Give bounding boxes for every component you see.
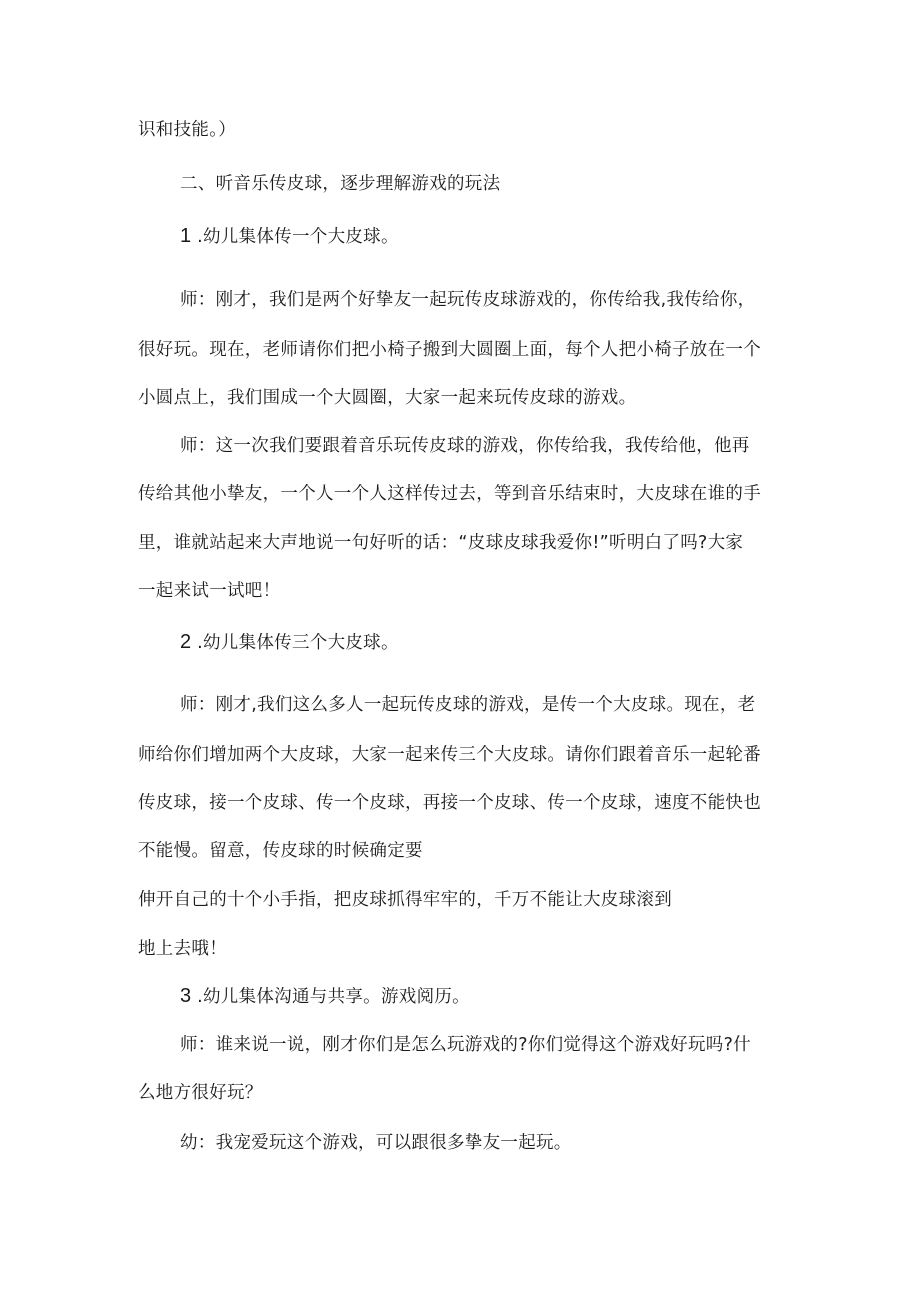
text-line: 里，谁就站起来大声地说一句好听的话：“皮球皮球我爱你!”听明白了吗?大家 [138, 533, 744, 553]
text-line: 幼：我宠爱玩这个游戏，可以跟很多挚友一起玩。 [180, 1133, 572, 1153]
text-line: 传给其他小挚友，一个人一个人这样传过去，等到音乐结束时，大皮球在谁的手 [138, 484, 761, 504]
numbered-heading-2 [180, 630, 399, 655]
text-line: 师：刚才,我们这么多人一起玩传皮球的游戏，是传一个大皮球。现在，老 [180, 695, 756, 715]
text-line: 师给你们增加两个大皮球，大家一起来传三个大皮球。请你们跟着音乐一起轮番 [138, 745, 761, 765]
text-line: 小圆点上，我们围成一个大圆圈，大家一起来玩传皮球的游戏。 [138, 388, 637, 408]
text-line: 传皮球，接一个皮球、传一个皮球，再接一个皮球、传一个皮球，速度不能快也 [138, 793, 761, 813]
text-line: 识和技能。） [138, 120, 237, 140]
heading-number: 3 [180, 985, 192, 1007]
text-line: 很好玩。现在，老师请你们把小椅子搬到大圆圈上面，每个人把小椅子放在一个 [138, 340, 761, 360]
text-line: 师：谁来说一说，刚才你们是怎么玩游戏的?你们觉得这个游戏好玩吗?什 [180, 1035, 751, 1055]
text-line: 一起来试一试吧！ [138, 581, 281, 601]
text-line: 么地方很好玩？ [138, 1083, 263, 1103]
text-line: 地上去哦！ [138, 939, 227, 959]
heading-text: .幼儿集体传一个大皮球。 [197, 227, 399, 247]
numbered-heading-3 [180, 984, 470, 1009]
heading-number: 1 [180, 225, 192, 247]
text-line: 不能慢。留意，传皮球的时候确定要 [138, 841, 423, 861]
text-line: 师：这一次我们要跟着音乐玩传皮球的游戏，你传给我，我传给他，他再 [180, 436, 750, 456]
heading-number: 2 [180, 631, 192, 653]
text-line: 伸开自己的十个小手指，把皮球抓得牢牢的，千万不能让大皮球滚到 [138, 890, 672, 910]
heading-text: .幼儿集体传三个大皮球。 [197, 633, 399, 653]
heading-text: .幼儿集体沟通与共享。游戏阅历。 [197, 987, 470, 1007]
numbered-heading-1 [180, 224, 399, 249]
text-line: 师：刚才，我们是两个好挚友一起玩传皮球游戏的，你传给我,我传给你， [180, 290, 756, 310]
section-heading: 二、听音乐传皮球，逐步理解游戏的玩法 [180, 174, 501, 194]
